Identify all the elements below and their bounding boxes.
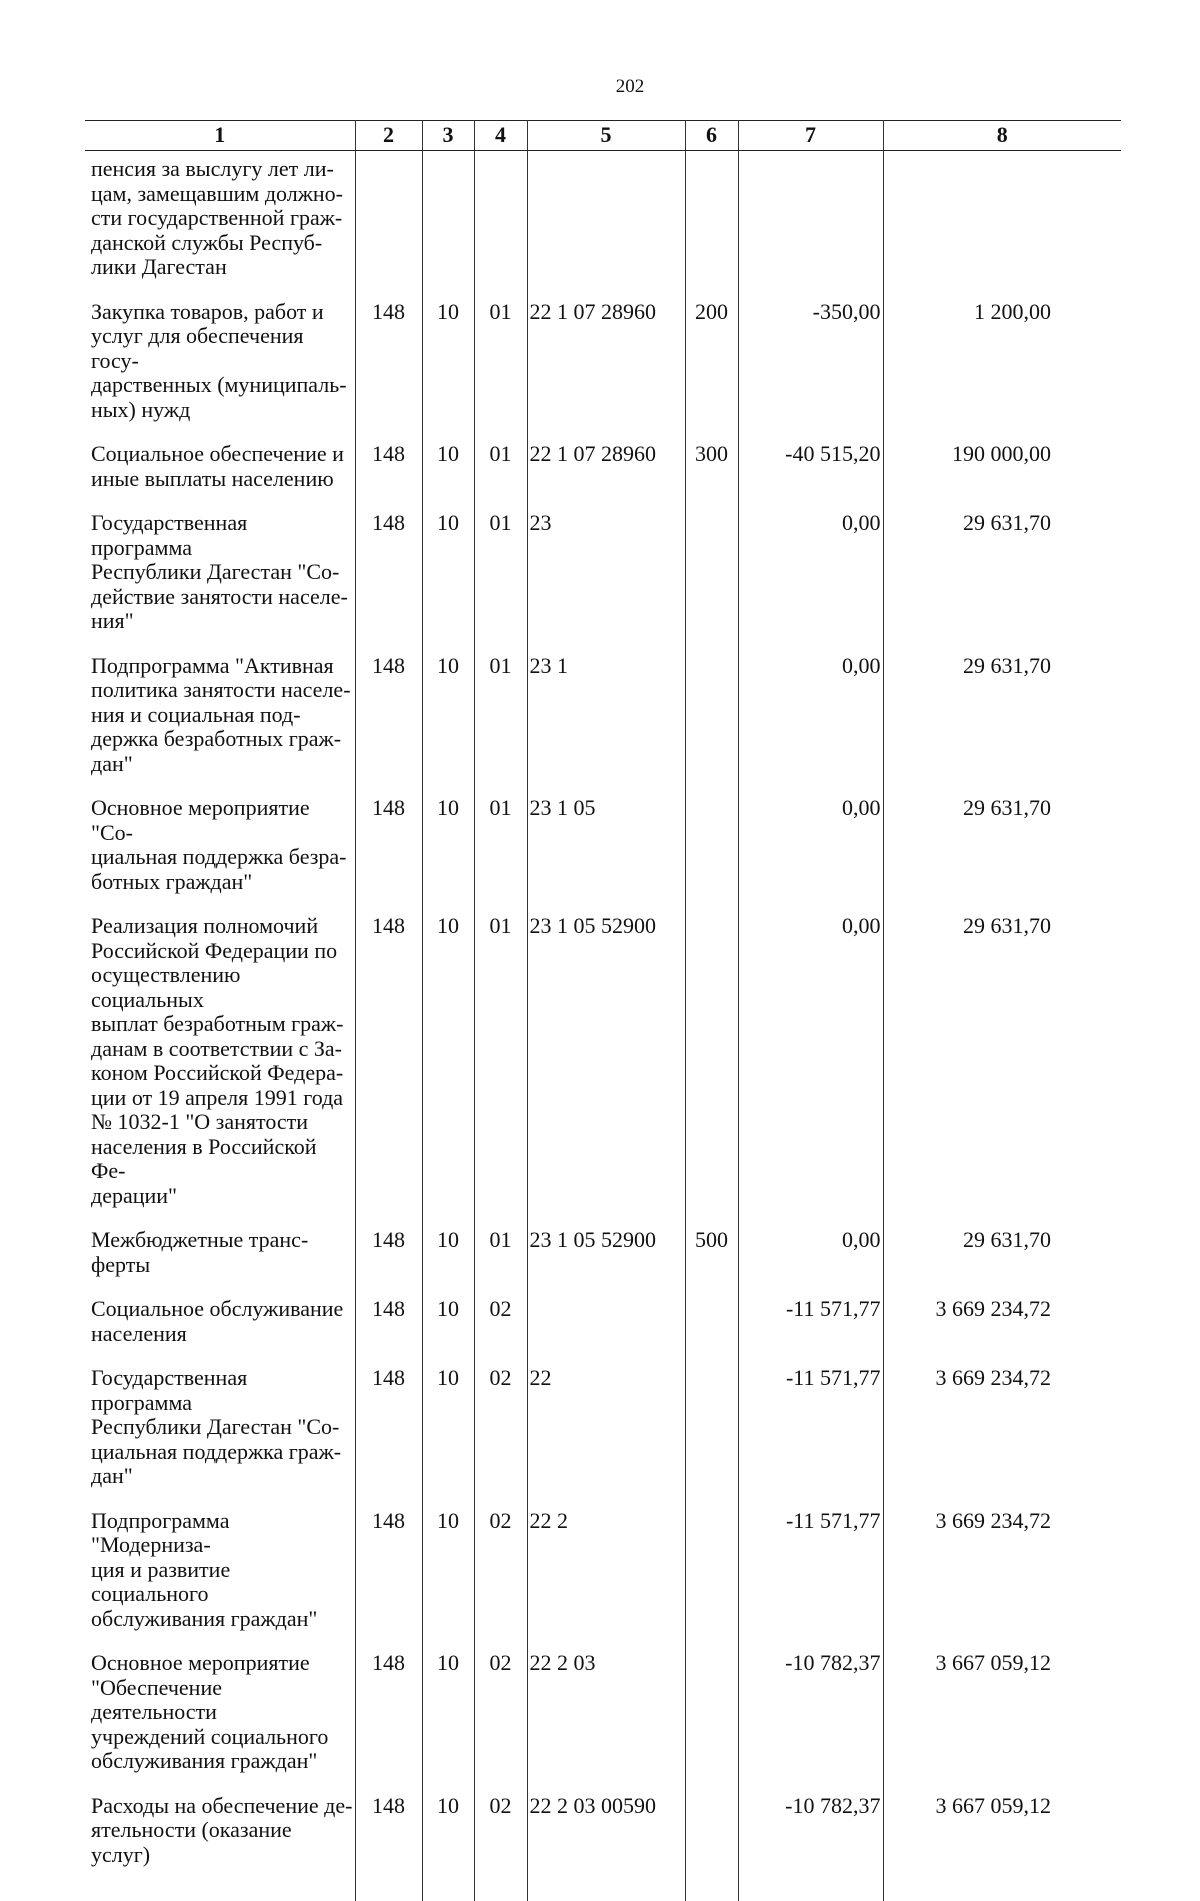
row-amount-total: 3 667 059,12 (883, 1788, 1121, 1882)
row-amount-change: 0,00 (738, 648, 883, 791)
row-ministry-code: 148 (355, 1360, 422, 1503)
row-target-article (527, 151, 685, 294)
row-target-article: 23 1 05 52900 (527, 1222, 685, 1291)
header-col-7: 7 (738, 120, 883, 151)
row-expense-type: 200 (685, 294, 738, 437)
row-section-code: 10 (422, 648, 474, 791)
row-expense-type (685, 1503, 738, 1646)
row-amount-total: 29 631,70 (883, 648, 1121, 791)
row-expense-type (685, 151, 738, 294)
row-target-article: 23 1 05 (527, 790, 685, 908)
row-description-text: Подпрограмма "Активная политика занятости населе- ния и социальная под- держка безработных граж- дан" (91, 652, 351, 776)
row-ministry-code: 148 (355, 1291, 422, 1360)
row-target-article: 22 2 03 (527, 1645, 685, 1788)
table-row (85, 1291, 1121, 1360)
row-amount-change: -10 782,37 (738, 1645, 883, 1788)
budget-table-sheet (85, 120, 1121, 1867)
row-subsection-code: 02 (474, 1645, 527, 1788)
row-target-article: 22 2 03 00590 (527, 1788, 685, 1882)
row-description-text: Межбюджетные транс- ферты (91, 1227, 309, 1277)
row-amount-change: -10 782,37 (738, 1788, 883, 1882)
row-description (85, 1291, 355, 1360)
row-target-article: 23 1 (527, 648, 685, 791)
row-description-text: Расходы на обеспечение де- ятельности (оказание услуг) (91, 1792, 353, 1867)
row-section-code: 10 (422, 1360, 474, 1503)
row-amount-change (738, 151, 883, 294)
row-subsection-code (474, 151, 527, 294)
row-description (85, 1222, 355, 1291)
header-col-4: 4 (474, 120, 527, 151)
row-amount-change: 0,00 (738, 1222, 883, 1291)
row-target-article: 22 1 07 28960 (527, 294, 685, 437)
row-section-code: 10 (422, 1503, 474, 1646)
row-description-text: Подпрограмма "Модерниза- ция и развитие социального обслуживания граждан" (91, 1507, 318, 1631)
row-description (85, 1503, 355, 1646)
row-description-text: Реализация полномочий Российской Федерации по осуществлению социальных выплат безработным граж- данам в соответствии с За- коном Российской Федера- ции от 19 апреля 1991 года № 1032-1 "О занятости населения в Российской Фе- дерации" (91, 913, 344, 1208)
table-row (85, 908, 1121, 1222)
row-description-text: Государственная программа Республики Дагестан "Со- циальная поддержка граж- дан" (91, 1365, 342, 1488)
table-row (85, 1788, 1121, 1882)
filler-cell (422, 1881, 474, 1901)
row-target-article: 23 1 05 52900 (527, 908, 685, 1222)
row-description (85, 648, 355, 791)
filler-cell (883, 1881, 1121, 1901)
row-amount-total: 1 200,00 (883, 294, 1121, 437)
filler-cell (685, 1881, 738, 1901)
row-subsection-code: 01 (474, 648, 527, 791)
table-row (85, 1503, 1121, 1646)
row-section-code: 10 (422, 294, 474, 437)
row-amount-change: -11 571,77 (738, 1291, 883, 1360)
row-amount-change: -11 571,77 (738, 1503, 883, 1646)
row-amount-change: -350,00 (738, 294, 883, 437)
header-col-6: 6 (685, 120, 738, 151)
filler-cell (355, 1881, 422, 1901)
header-col-8: 8 (883, 120, 1121, 151)
table-row (85, 1222, 1121, 1291)
row-target-article (527, 1291, 685, 1360)
row-section-code: 10 (422, 1645, 474, 1788)
row-amount-total: 190 000,00 (883, 436, 1121, 505)
row-ministry-code: 148 (355, 505, 422, 648)
row-target-article: 23 (527, 505, 685, 648)
row-subsection-code: 02 (474, 1788, 527, 1882)
row-description-text: Государственная программа Республики Дагестан "Со- действие занятости населе- ния" (91, 510, 348, 633)
row-amount-total: 29 631,70 (883, 790, 1121, 908)
row-expense-type (685, 1788, 738, 1882)
table-row (85, 505, 1121, 648)
row-amount-total: 29 631,70 (883, 1222, 1121, 1291)
row-expense-type (685, 908, 738, 1222)
row-subsection-code: 02 (474, 1291, 527, 1360)
row-expense-type (685, 648, 738, 791)
row-description-text: Основное мероприятие "Обеспечение деятельности учреждений социального обслуживания граждан" (91, 1650, 329, 1773)
row-description (85, 908, 355, 1222)
row-subsection-code: 01 (474, 436, 527, 505)
header-col-2: 2 (355, 120, 422, 151)
row-section-code: 10 (422, 1291, 474, 1360)
table-row (85, 1360, 1121, 1503)
row-ministry-code (355, 151, 422, 294)
row-amount-change: -11 571,77 (738, 1360, 883, 1503)
row-ministry-code: 148 (355, 1503, 422, 1646)
row-description-text: Социальное обслуживание населения (91, 1296, 344, 1346)
row-expense-type: 500 (685, 1222, 738, 1291)
filler-cell (474, 1881, 527, 1901)
row-subsection-code: 02 (474, 1360, 527, 1503)
table-row (85, 1645, 1121, 1788)
row-amount-change: -40 515,20 (738, 436, 883, 505)
header-col-3: 3 (422, 120, 474, 151)
table-row (85, 151, 1121, 294)
row-description (85, 151, 355, 294)
row-description-text: Основное мероприятие "Со- циальная поддержка безра- ботных граждан" (91, 795, 347, 894)
row-ministry-code: 148 (355, 1222, 422, 1291)
row-amount-change: 0,00 (738, 790, 883, 908)
header-col-1: 1 (85, 120, 355, 151)
row-description (85, 436, 355, 505)
row-ministry-code: 148 (355, 908, 422, 1222)
row-section-code: 10 (422, 790, 474, 908)
row-section-code: 10 (422, 1222, 474, 1291)
row-amount-total: 3 669 234,72 (883, 1503, 1121, 1646)
row-amount-total: 29 631,70 (883, 505, 1121, 648)
row-description (85, 294, 355, 437)
row-subsection-code: 01 (474, 790, 527, 908)
row-subsection-code: 01 (474, 908, 527, 1222)
row-target-article: 22 1 07 28960 (527, 436, 685, 505)
row-description-text: пенсия за выслугу лет ли- цам, замещавшим должно- сти государственной граж- данской службы Респуб- лики Дагестан (91, 156, 344, 279)
filler-cell (85, 1881, 355, 1901)
row-ministry-code: 148 (355, 436, 422, 505)
table-row (85, 790, 1121, 908)
row-amount-total (883, 151, 1121, 294)
row-section-code: 10 (422, 436, 474, 505)
table-row (85, 294, 1121, 437)
row-description (85, 1645, 355, 1788)
row-description-text: Закупка товаров, работ и услуг для обеспечения госу- дарственных (муниципаль- ных) нужд (91, 298, 347, 422)
row-expense-type (685, 790, 738, 908)
row-amount-total: 3 667 059,12 (883, 1645, 1121, 1788)
row-target-article: 22 2 (527, 1503, 685, 1646)
row-section-code: 10 (422, 1788, 474, 1882)
row-section-code (422, 151, 474, 294)
row-amount-total: 3 669 234,72 (883, 1360, 1121, 1503)
row-target-article: 22 (527, 1360, 685, 1503)
row-expense-type (685, 1360, 738, 1503)
row-expense-type: 300 (685, 436, 738, 505)
row-ministry-code: 148 (355, 1645, 422, 1788)
row-amount-change: 0,00 (738, 908, 883, 1222)
row-description (85, 790, 355, 908)
table-filler-row (85, 1881, 1121, 1901)
row-expense-type (685, 505, 738, 648)
row-expense-type (685, 1645, 738, 1788)
row-ministry-code: 148 (355, 294, 422, 437)
row-section-code: 10 (422, 505, 474, 648)
row-amount-change: 0,00 (738, 505, 883, 648)
row-amount-total: 29 631,70 (883, 908, 1121, 1222)
budget-table (85, 120, 1121, 1901)
table-header-row (85, 120, 1121, 151)
row-ministry-code: 148 (355, 648, 422, 791)
page-number: 202 (615, 76, 645, 97)
row-ministry-code: 148 (355, 1788, 422, 1882)
row-amount-total: 3 669 234,72 (883, 1291, 1121, 1360)
filler-cell (527, 1881, 685, 1901)
filler-cell (738, 1881, 883, 1901)
row-description (85, 505, 355, 648)
row-description (85, 1788, 355, 1882)
row-subsection-code: 01 (474, 1222, 527, 1291)
row-subsection-code: 02 (474, 1503, 527, 1646)
table-row (85, 436, 1121, 505)
row-description-text: Социальное обеспечение и иные выплаты населению (91, 441, 344, 491)
header-col-5: 5 (527, 120, 685, 151)
table-row (85, 648, 1121, 791)
row-section-code: 10 (422, 908, 474, 1222)
row-subsection-code: 01 (474, 294, 527, 437)
row-ministry-code: 148 (355, 790, 422, 908)
row-description (85, 1360, 355, 1503)
row-subsection-code: 01 (474, 505, 527, 648)
row-expense-type (685, 1291, 738, 1360)
